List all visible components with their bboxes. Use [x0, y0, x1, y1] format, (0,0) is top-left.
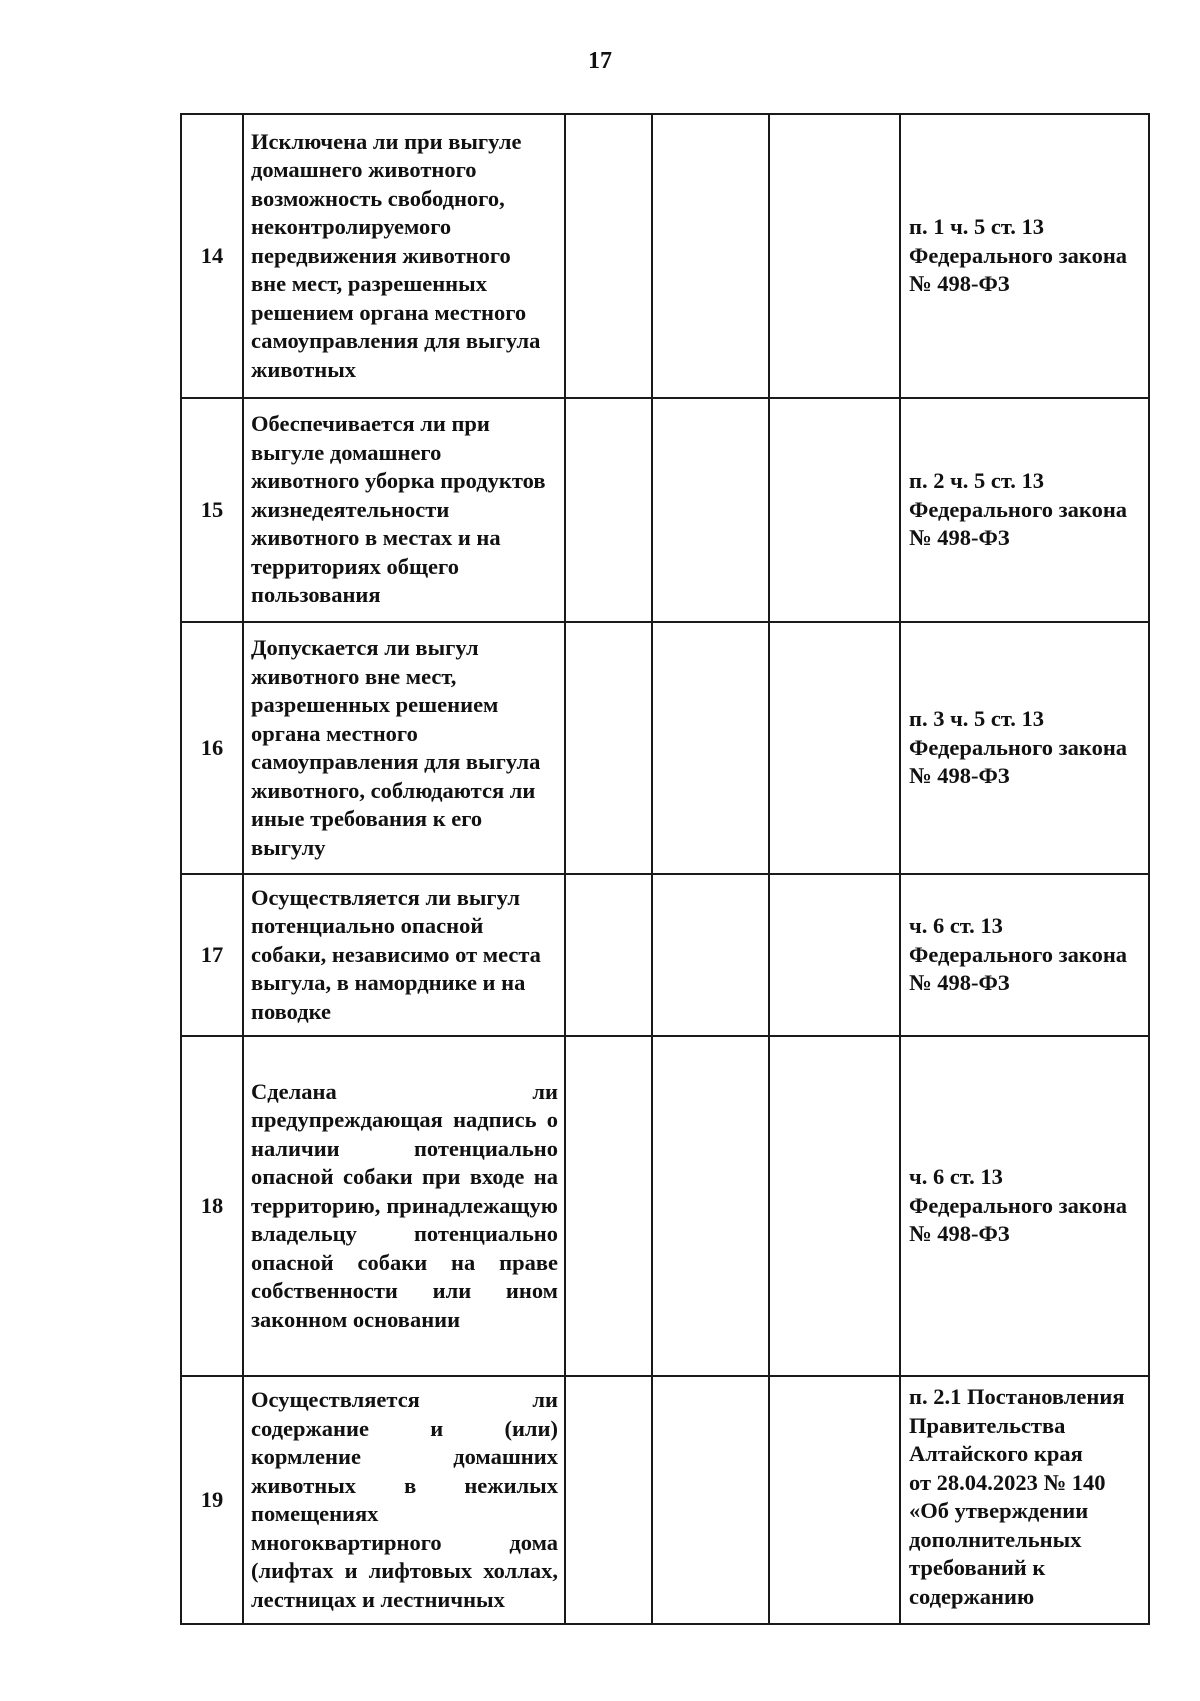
empty-cell	[652, 1036, 769, 1376]
legal-basis: п. 2.1 Постановления Правительства Алтайского края от 28.04.2023 № 140 «Об утверждении дополнительных требований к содержанию	[900, 1376, 1149, 1624]
question-text: Обеспечивается ли при выгуле домашнего животного уборка продуктов жизнедеятельности животного в местах и на территориях общего пользования	[243, 398, 565, 622]
table-row	[181, 398, 1149, 622]
row-number: 14	[181, 114, 243, 398]
empty-cell	[565, 874, 652, 1036]
empty-cell	[769, 398, 900, 622]
table-row	[181, 622, 1149, 874]
legal-basis: ч. 6 ст. 13 Федерального закона № 498-ФЗ	[900, 1036, 1149, 1376]
row-number: 17	[181, 874, 243, 1036]
question-text: Допускается ли выгул животного вне мест, разрешенных решением органа местного самоуправления для выгула животного, соблюдаются ли иные требования к его выгулу	[243, 622, 565, 874]
empty-cell	[565, 1036, 652, 1376]
question-text: Осуществляется ли содержание и (или) кормление домашних животных в нежилых помещениях многоквартирного дома (лифтах и лифтовых холлах, лестницах и лестничных	[243, 1376, 565, 1624]
table-row	[181, 1376, 1149, 1624]
empty-cell	[565, 398, 652, 622]
empty-cell	[565, 622, 652, 874]
empty-cell	[652, 622, 769, 874]
table-row	[181, 874, 1149, 1036]
empty-cell	[565, 1376, 652, 1624]
row-number: 16	[181, 622, 243, 874]
question-text: Осуществляется ли выгул потенциально опасной собаки, независимо от места выгула, в наморднике и на поводке	[243, 874, 565, 1036]
question-text: Исключена ли при выгуле домашнего животного возможность свободного, неконтролируемого передвижения животного вне мест, разрешенных решением органа местного самоуправления для выгула животных	[243, 114, 565, 398]
legal-basis: п. 1 ч. 5 ст. 13 Федерального закона № 498-ФЗ	[900, 114, 1149, 398]
empty-cell	[652, 874, 769, 1036]
empty-cell	[565, 114, 652, 398]
empty-cell	[652, 1376, 769, 1624]
checklist-table	[180, 113, 1150, 1625]
row-number: 19	[181, 1376, 243, 1624]
question-text: Сделана ли предупреждающая надпись о наличии потенциально опасной собаки при входе на территорию, принадлежащую владельцу потенциально опасной собаки на праве собственности или ином законном основании	[243, 1036, 565, 1376]
legal-basis: п. 3 ч. 5 ст. 13 Федерального закона № 498-ФЗ	[900, 622, 1149, 874]
empty-cell	[769, 1376, 900, 1624]
table-row	[181, 1036, 1149, 1376]
empty-cell	[652, 114, 769, 398]
empty-cell	[769, 874, 900, 1036]
empty-cell	[769, 114, 900, 398]
empty-cell	[769, 1036, 900, 1376]
empty-cell	[652, 398, 769, 622]
row-number: 15	[181, 398, 243, 622]
empty-cell	[769, 622, 900, 874]
table-row	[181, 114, 1149, 398]
legal-basis: п. 2 ч. 5 ст. 13 Федерального закона № 498-ФЗ	[900, 398, 1149, 622]
page-number: 17	[588, 48, 612, 74]
legal-basis: ч. 6 ст. 13 Федерального закона № 498-ФЗ	[900, 874, 1149, 1036]
row-number: 18	[181, 1036, 243, 1376]
